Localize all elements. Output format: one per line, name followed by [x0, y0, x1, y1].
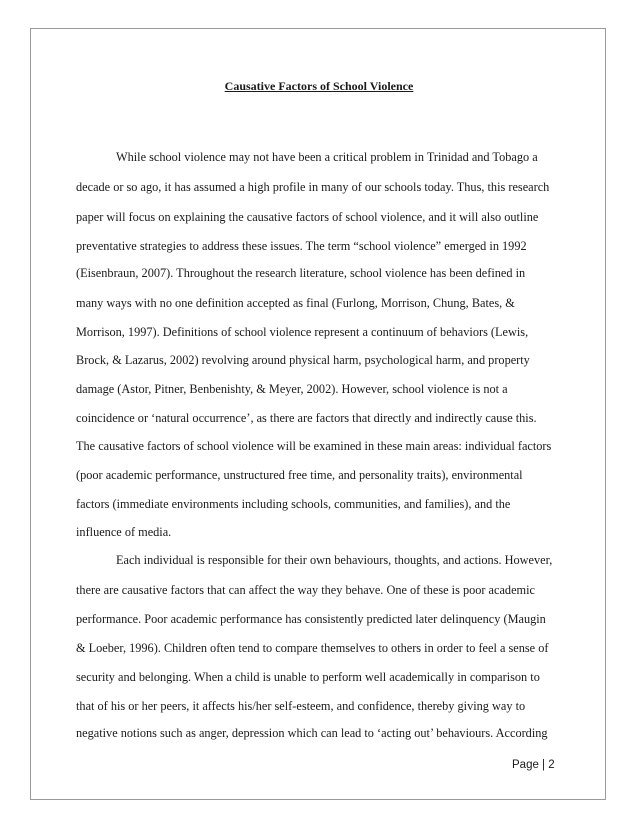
paragraph-line: performance. Poor academic performance has consistently predicted later delinquency (Maugin — [76, 612, 546, 626]
paragraph-line: influence of media. — [76, 525, 172, 539]
paragraph-line: & Loeber, 1996). Children often tend to compare themselves to others in order to feel a sense of — [76, 641, 549, 655]
paragraph-line: that of his or her peers, it affects his/her self-esteem, and confidence, thereby giving way to — [76, 699, 526, 713]
paragraph-line: Each individual is responsible for their own behaviours, thoughts, and actions. However, — [116, 553, 553, 567]
paragraph-line: negative notions such as anger, depression which can lead to ‘acting out’ behaviours. According — [76, 726, 548, 740]
paragraph-line: there are causative factors that can affect the way they behave. One of these is poor academic — [76, 583, 535, 597]
document-title: Causative Factors of School Violence — [224, 79, 414, 93]
paragraph-line: paper will focus on explaining the causative factors of school violence, and it will also outline — [76, 210, 539, 224]
paragraph-line: While school violence may not have been a critical problem in Trinidad and Tobago a — [116, 150, 538, 164]
page-number: Page | 2 — [512, 759, 555, 771]
paragraph-line: (Eisenbraun, 2007). Throughout the research literature, school violence has been defined in — [76, 266, 526, 280]
paragraph-line: Brock, & Lazarus, 2002) revolving around physical harm, psychological harm, and property — [76, 353, 530, 367]
paragraph-line: The causative factors of school violence will be examined in these main areas: individual factors — [76, 439, 552, 453]
paragraph-line: preventative strategies to address these issues. The term “school violence” emerged in 1992 — [76, 239, 527, 253]
paragraph-line: Morrison, 1997). Definitions of school violence represent a continuum of behaviors (Lewis, — [76, 325, 529, 339]
paragraph-line: factors (immediate environments including schools, communities, and families), and the — [76, 497, 511, 511]
paragraph-line: security and belonging. When a child is unable to perform well academically in comparison to — [76, 670, 540, 684]
paragraph-line: damage (Astor, Pitner, Benbenishty, & Meyer, 2002). However, school violence is not a — [76, 382, 508, 396]
paragraph-line: many ways with no one definition accepted as final (Furlong, Morrison, Chung, Bates, & — [76, 296, 515, 310]
paragraph-line: coincidence or ‘natural occurrence’, as there are factors that directly and indirectly cause this. — [76, 411, 537, 425]
paragraph-line: (poor academic performance, unstructured free time, and personality traits), environmental — [76, 468, 523, 482]
paragraph-line: decade or so ago, it has assumed a high profile in many of our schools today. Thus, this research — [76, 180, 550, 194]
